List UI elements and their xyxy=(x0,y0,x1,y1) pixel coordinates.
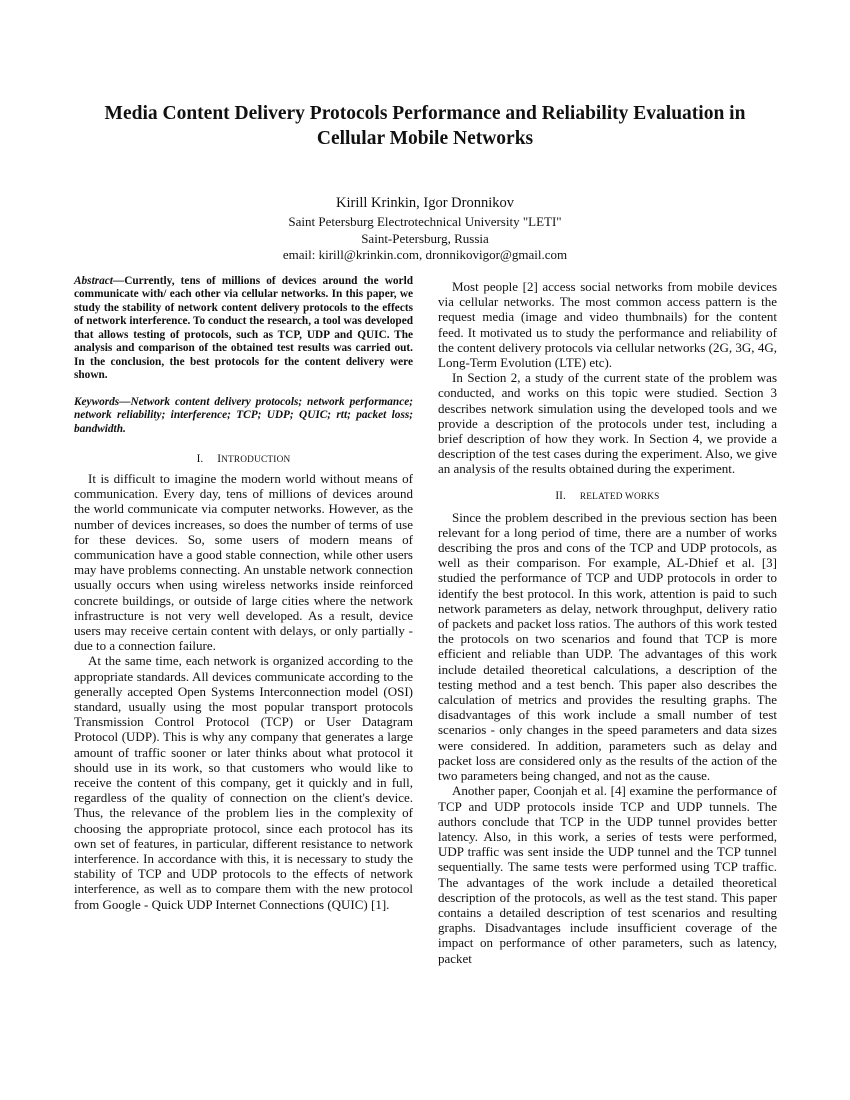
abstract-text: Currently, tens of millions of devices around the world communicate with/ each other via cellular networks. In this paper, we study the stability of network content delivery protocols to the effects of network interference. To conduct the research, a tool was developed that allows testing of protocols, such as TCP, UDP and QUIC. The analysis and comparison of the obtained test results was carried out. In the conclusion, the best protocols for the content delivery were shown. xyxy=(74,275,413,382)
right-column xyxy=(438,275,777,966)
section-number: I. xyxy=(196,452,204,465)
section-heading-related-works xyxy=(438,490,777,502)
paper-title-line-1: Media Content Delivery Protocols Performance and Reliability Evaluation in xyxy=(104,103,746,124)
section-title: RELATED WORKS xyxy=(579,491,660,502)
paper-title xyxy=(60,101,790,151)
section-number: II. xyxy=(555,489,566,502)
location: Saint-Petersburg, Russia xyxy=(361,230,489,246)
paragraph: Since the problem described in the previous section has been relevant for a long period of time, there are a number of works describing the pros and cons of the TCP and UDP protocols, as well as their comparison. For example, AL-Dhief et al. [3] studied the performance of TCP and UDP protocols in order to identify the best protocol. In this work, attention is paid to such network parameters as delay, network throughput, delivery ratio of packets and packet loss ratios. The authors of this work tested the protocols on two scenarios and found that TCP is more efficient and reliable than UDP. The advantages of this work include detailed theoretical calculations, a description of the testing method and a test bench. This paper also describes the calculation of metrics and provides the resulting graphs. The disadvantages of this work include a small number of test scenarios - only changes in the speed parameters and data sizes were considered. In addition, parameters such as delay and packet loss are considered only as the results of the action of the two parameters being changed, and not as the cause. xyxy=(438,509,777,784)
keywords-text: Network content delivery protocols; network performance; network reliability; interference; TCP; UDP; QUIC; rtt; packet loss; bandwidth. xyxy=(74,395,413,435)
paragraph: In Section 2, a study of the current state of the problem was conducted, and works on this topic were studied. Section 3 describes network simulation using the developed tools and we provide a description of the protocols under test, including a brief description of how they work. In Section 4, we provide a description of the test cases during the experiment. Also, we give an analysis of the results obtained during the experiment. xyxy=(438,370,777,477)
keywords-label: Keywords— xyxy=(74,395,131,408)
section-title-rest: NTRODUCTION xyxy=(221,454,291,465)
abstract-label: Abstract— xyxy=(74,275,125,287)
section-title-initial: I xyxy=(217,452,222,465)
author-names: Kirill Krinkin, Igor Dronnikov xyxy=(335,195,514,211)
paragraph: Most people [2] access social networks from mobile devices via cellular networks. The most common access pattern is the request media (image and video thumbnails) for the content feed. It motivated us to study the performance and reliability of the content delivery protocols via cellular networks (2G, 3G, 4G, Long-Term Evolution (LTE) etc). xyxy=(438,279,777,371)
keywords xyxy=(74,396,413,436)
paragraph: At the same time, each network is organized according to the appropriate standards. All devices communicate according to the generally accepted Open Systems Interconnection model (OSI) standard, usually using the most popular transport protocols Transmission Control Protocol (TCP) or User Datagram Protocol (UDP). This is why any company that generates a large amount of traffic sooner or later thinks about what protocol it should use in its work, so that customers who would like to receive the content of this company, get it quickly and in full, regardless of the quality of connection on the client's device. Thus, the relevance of the problem lies in the complexity of choosing the appropriate protocol, since each protocol has its own set of features, in particular, different resistance to network interference. In accordance with this, it is necessary to study the stability of TCP and UDP protocols to the effects of network interference, as well as to compare them with the new protocol from Google - Quick UDP Internet Connections (QUIC) [1]. xyxy=(74,653,413,912)
paragraph: Another paper, Coonjah et al. [4] examine the performance of TCP and UDP protocols inside TCP and UDP tunnels. The authors conclude that TCP in the UDP tunnel provides better latency. Also, in this work, a series of tests were performed, UDP traffic was sent inside the UDP tunnel and the TCP tunnel sequentially. The same tests were performed using TCP traffic. The advantages of the work include a detailed theoretical description of the protocols, as well as the test stand. This paper contains a detailed description of test scenarios and resulting graphs. Disadvantages include insufficient coverage of the impact on performance of other parameters, such as latency, packet xyxy=(438,783,777,966)
author-affiliation-block xyxy=(60,214,790,264)
left-column xyxy=(74,275,413,912)
paper-title-line-2: Cellular Mobile Networks xyxy=(316,128,534,149)
affiliation: Saint Petersburg Electrotechnical University "LETI" xyxy=(288,214,562,229)
email: email: kirill@krinkin.com, dronnikovigor@gmail.com xyxy=(282,247,568,262)
paragraph: It is difficult to imagine the modern world without means of communication. Every day, tens of millions of devices around the world communicate via computer networks. However, as the number of devices increases, so does the number of terms of use for these devices. So, some users of modern means of communication have a good stable connection, while other users may have problems connecting. An unstable network connection usually occurs when using wireless networks inside reinforced concrete buildings, or outside of large cities where the network infrastructure is not very well developed. As a result, device users may receive certain content with delays, or only partially - due to a connection failure. xyxy=(74,470,413,654)
section-heading-introduction xyxy=(74,453,413,465)
abstract xyxy=(74,275,413,383)
